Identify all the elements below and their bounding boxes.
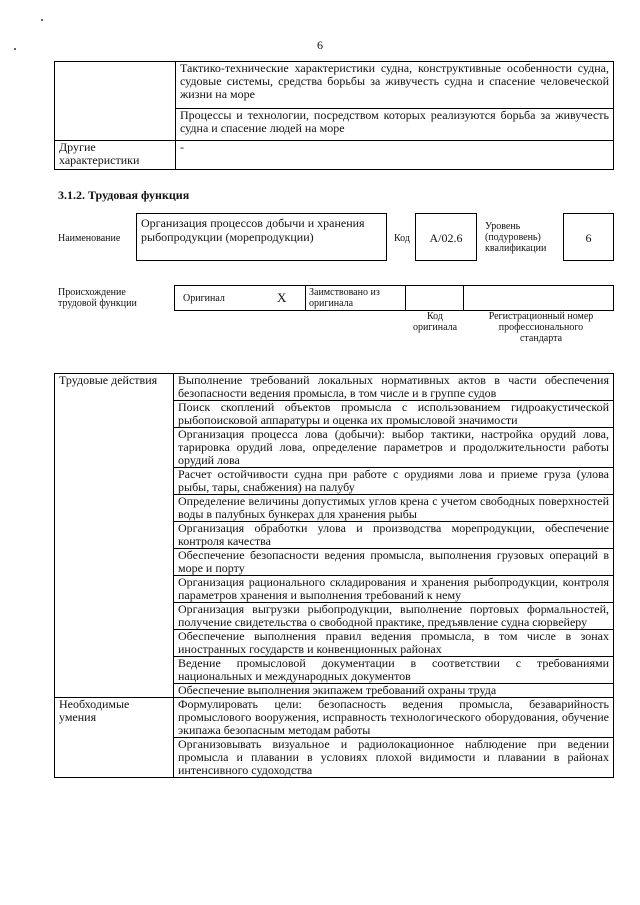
table-cell: Ведение промысловой документации в соответствии с требованиями национальных и международных документов [174,657,614,684]
row-label: Другие характеристики [55,141,176,170]
table-cell: Расчет остойчивости судна при работе с орудиями лова и приеме груза (улова рыбы, тары, снабжения) на палубу [174,468,614,495]
level-value: 6 [585,231,592,245]
table-row [55,374,614,401]
code-label: Код [394,233,410,244]
level-label: Уровень (подуровень) квалификации [485,221,547,254]
code-original-label: Код оригинала [412,311,458,333]
origin-boxes [174,285,614,311]
code-value: А/02.6 [429,231,463,245]
row-label: Трудовые действия [55,374,174,698]
table-row [55,62,614,109]
row-label [55,62,176,141]
name-value: Организация процессов добычи и хранения рыбопродукции (морепродукции) [141,216,365,244]
section-heading: 3.1.2. Трудовая функция [58,188,190,202]
table-row [55,698,614,738]
characteristics-table [54,61,614,170]
page-number: 6 [317,38,323,52]
original-label: Оригинал [183,293,225,304]
table-cell: Обеспечение выполнения экипажем требований охраны труда [174,684,614,698]
table-cell: Обеспечение выполнения правил ведения промысла, в том числе в зонах иностранных государств и конвенционных районах [174,630,614,657]
table-cell: Организовывать визуальное и радиолокационное наблюдение при ведении промысла и плавании в условиях плохой видимости и плавании в районах интенсивного судоходства [174,738,614,778]
level-value-box [563,213,614,261]
divider [463,286,464,310]
table-cell: - [176,141,614,170]
table-cell: Процессы и технологии, посредством которых реализуются борьба за живучесть судна и спасение людей на море [176,109,614,141]
borrowed-label: Заимствовано из оригинала [309,287,380,309]
table-cell: Поиск скоплений объектов промысла с использованием гидроакустической рыбопоисковой аппаратуры и оценка их промысловой значимости [174,401,614,428]
table-cell: Обеспечение безопасности ведения промысла, выполнения грузовых операций в море и порту [174,549,614,576]
divider [405,286,406,310]
original-mark: X [277,290,287,305]
labor-function-table [54,373,614,778]
table-cell: Организация выгрузки рыбопродукции, выполнение портовых формальностей, получение свидетельства о свободной практике, предъявление судна сюрвейеру [174,603,614,630]
table-cell: Тактико-технические характеристики судна, конструктивные особенности судна, судовые системы, средства борьбы за живучесть судна и спасение человеческой жизни на море [176,62,614,109]
origin-label: Происхождение трудовой функции [58,287,137,309]
table-cell: Определение величины допустимых углов крена с учетом свободных поверхностей воды в палубных бункерах для хранения рыбы [174,495,614,522]
row-label: Необходимые умения [55,698,174,778]
table-cell: Выполнение требований локальных нормативных актов в части обеспечения безопасности ведения промысла, в том числе и в группе судов [174,374,614,401]
table-cell: Организация процесса лова (добычи): выбор тактики, настройка орудий лова, тарировка орудий лова, определение параметров и продолжительности работы орудий лова [174,428,614,468]
table-cell: Организация рационального складирования и хранения рыбопродукции, контроля параметров хранения и выполнения требований к нему [174,576,614,603]
divider [305,286,306,310]
name-label: Наименование [58,233,121,244]
table-cell: Организация обработки улова и производства морепродукции, обеспечение контроля качества [174,522,614,549]
scan-dot [41,19,43,21]
table-row [55,141,614,170]
reg-number-label: Регистрационный номер профессионального стандарта [488,311,594,344]
table-cell: Формулировать цели: безопасность ведения промысла, безаварийность промыслового вооружения, исправность технологического оборудования, обучение экипажа безопасным методам работы [174,698,614,738]
code-value-box [415,213,477,261]
name-value-box [136,213,387,261]
